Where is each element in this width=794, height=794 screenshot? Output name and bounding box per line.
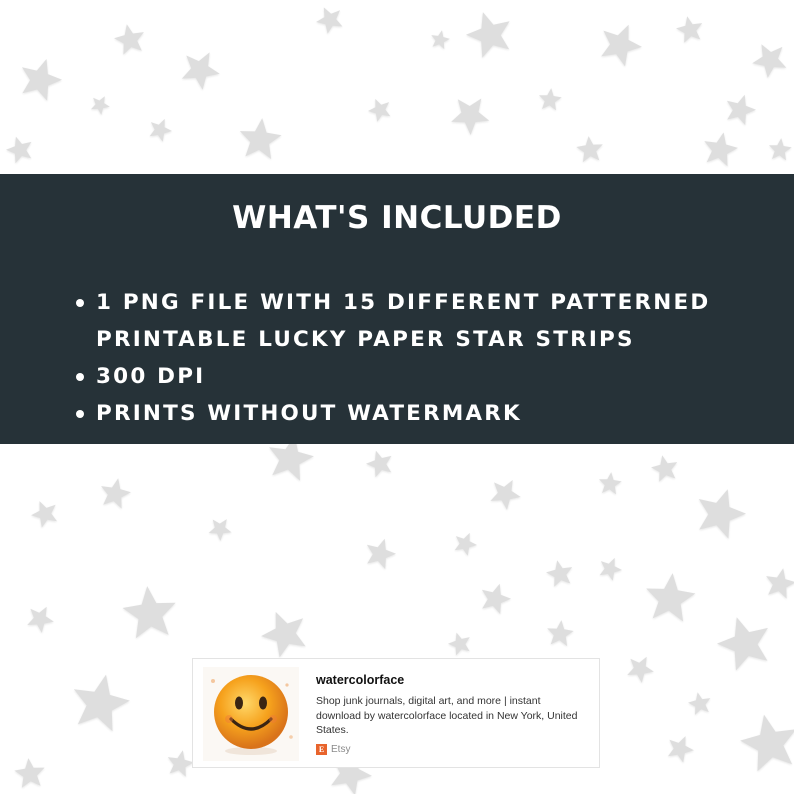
decorative-star: [114, 24, 144, 54]
shop-link-card[interactable]: [192, 658, 600, 768]
decorative-star: [209, 519, 232, 541]
decorative-star: [168, 750, 194, 776]
decorative-star: [717, 617, 768, 670]
feature-item: [76, 358, 776, 395]
decorative-star: [676, 16, 702, 42]
decorative-star: [546, 560, 572, 586]
decorative-star: [240, 118, 282, 159]
shop-source-label: Etsy: [331, 744, 351, 755]
decorative-star: [688, 692, 710, 715]
decorative-star: [74, 675, 130, 732]
decorative-star: [455, 533, 477, 556]
decorative-star: [576, 136, 603, 162]
whats-included-band: [0, 174, 794, 444]
shop-source: [316, 744, 350, 755]
feature-list: [76, 284, 776, 432]
decorative-star: [727, 95, 756, 125]
decorative-star: [547, 620, 574, 646]
decorative-star: [466, 12, 510, 58]
decorative-star: [539, 88, 562, 110]
smiley-face-icon: [203, 667, 299, 761]
shop-name: watercolorface: [316, 673, 405, 687]
decorative-star: [182, 52, 220, 89]
decorative-star: [752, 44, 786, 78]
decorative-star: [31, 501, 57, 527]
decorative-star: [766, 568, 794, 598]
feature-item: [76, 395, 776, 432]
decorative-star: [431, 30, 450, 49]
decorative-star: [367, 539, 396, 569]
feature-item-text-continued: PRINTABLE LUCKY PAPER STAR STRIPS: [96, 327, 635, 352]
decorative-star: [101, 478, 131, 508]
decorative-star: [482, 584, 511, 614]
decorative-star: [740, 715, 794, 772]
shop-thumbnail: [203, 667, 299, 761]
decorative-star: [600, 558, 622, 581]
decorative-star: [448, 633, 470, 656]
decorative-star: [699, 489, 746, 538]
decorative-star: [769, 138, 792, 160]
decorative-star: [451, 99, 489, 136]
decorative-star: [6, 137, 31, 164]
decorative-star: [261, 612, 306, 658]
feature-item: [76, 284, 776, 358]
decorative-star: [668, 736, 694, 763]
star-pattern-top: [0, 0, 794, 174]
feature-item-text: 300 DPI: [96, 364, 206, 389]
band-title: WHAT'S INCLUDED: [232, 200, 562, 236]
decorative-star: [91, 96, 110, 115]
decorative-star: [22, 59, 62, 101]
decorative-star: [601, 25, 642, 67]
decorative-star: [646, 573, 695, 621]
decorative-star: [627, 657, 654, 683]
feature-item-text: PRINTS WITHOUT WATERMARK: [96, 401, 522, 426]
decorative-star: [14, 758, 44, 788]
decorative-star: [27, 607, 54, 633]
feature-item-text: 1 PNG FILE WITH 15 DIFFERENT PATTERNED: [96, 290, 711, 315]
shop-description: Shop junk journals, digital art, and more | instant download by watercolorface located in New York, United States.: [316, 695, 578, 736]
decorative-star: [651, 455, 677, 481]
decorative-star: [123, 586, 176, 638]
decorative-star: [150, 119, 172, 142]
decorative-star: [366, 451, 391, 478]
decorative-star: [704, 132, 738, 166]
decorative-star: [368, 99, 390, 122]
etsy-icon: E: [316, 744, 327, 755]
decorative-star: [269, 444, 314, 481]
decorative-star: [599, 472, 622, 494]
decorative-star: [316, 7, 342, 33]
decorative-star: [491, 480, 521, 510]
